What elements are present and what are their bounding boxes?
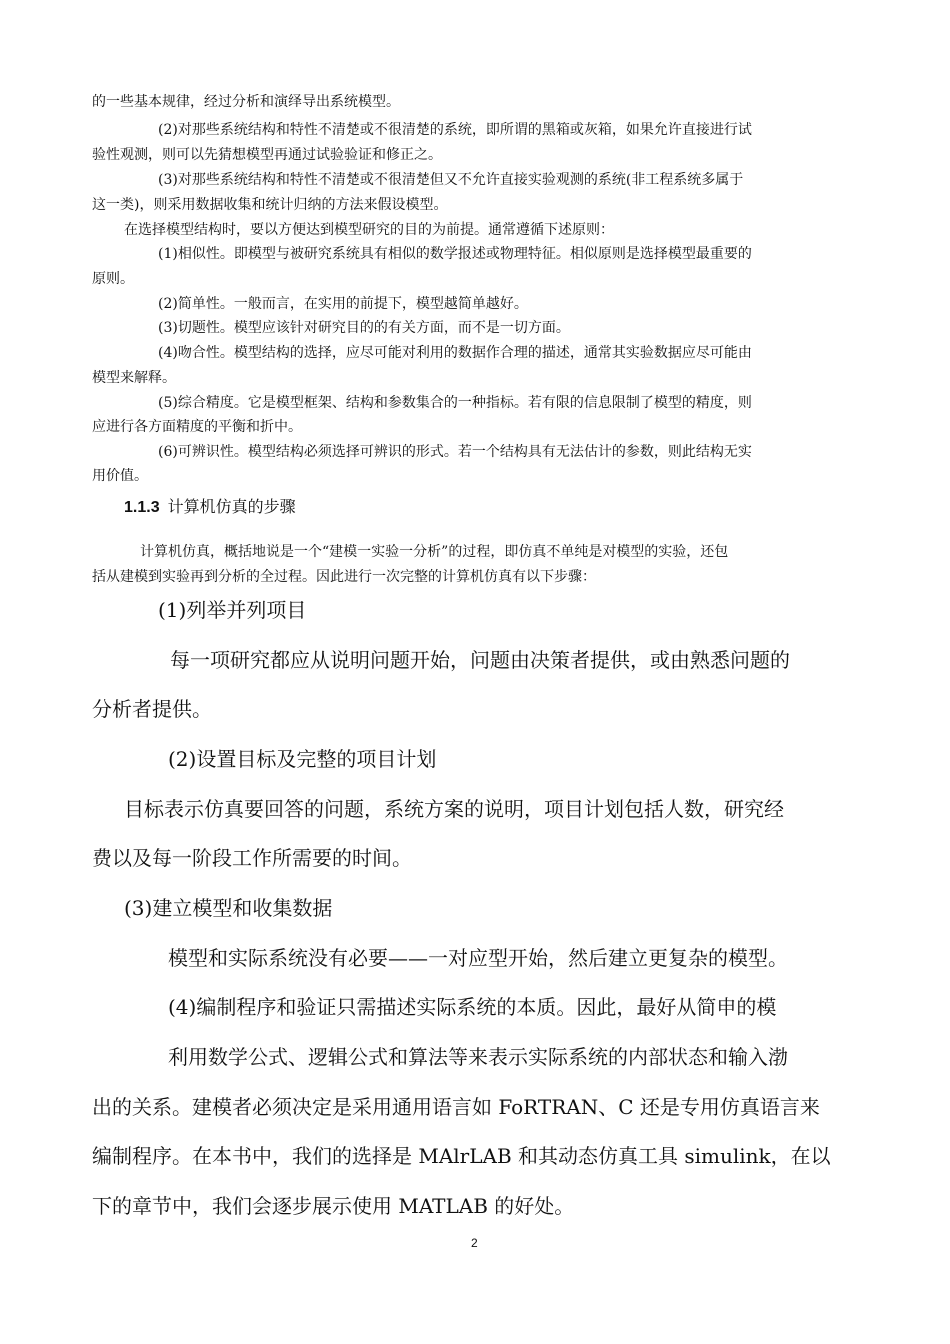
step-body-line: 分析者提供。	[92, 697, 212, 721]
section-number: 1.1.3	[124, 499, 160, 516]
step-body-line: 利用数学公式、逻辑公式和算法等来表示实际系统的内部状态和输入渤	[168, 1045, 788, 1069]
step-body-line: 下的章节中，我们会逐步展示使用 MATLAB 的好处。	[92, 1194, 575, 1218]
paragraph-line: 计算机仿真，概括地说是一个“建模一实验一分析”的过程，即仿真不单纯是对模型的实验，还包	[140, 544, 729, 560]
step-body-line: 目标表示仿真要回答的问题，系统方案的说明，项目计划包括人数，研究经	[124, 797, 784, 821]
principle-line: (2)简单性。一般而言，在实用的前提下，模型越简单越好。	[158, 296, 528, 312]
step-title: (1)列举并列项目	[158, 598, 307, 622]
paragraph-line: 这一类)，则采用数据收集和统计归纳的方法来假设模型。	[92, 197, 448, 213]
principle-line: (3)切题性。模型应该针对研究目的的有关方面，而不是一切方面。	[158, 320, 570, 336]
step-body-line: 编制程序。在本书中，我们的选择是 MAlrLAB 和其动态仿真工具 simulink，在以	[92, 1144, 831, 1168]
principle-line: 原则。	[92, 271, 134, 287]
step-title: (2)设置目标及完整的项目计划	[168, 747, 437, 771]
principle-line: 模型来解释。	[92, 370, 176, 386]
step-body-line: 每一项研究都应从说明问题开始，问题由决策者提供，或由熟悉问题的	[170, 648, 790, 672]
paragraph-line: 在选择模型结构时，要以方便达到模型研究的目的为前提。通常遵循下述原则：	[124, 222, 614, 238]
step-title: (4)编制程序和验证只需描述实际系统的本质。因此，最好从简申的模	[168, 995, 777, 1019]
principle-line: (6)可辨识性。模型结构必须选择可辨识的形式。若一个结构具有无法估计的参数，则此结构无实	[158, 444, 752, 460]
principle-line: 应进行各方面精度的平衡和折中。	[92, 419, 302, 435]
principle-line: (5)综合精度。它是模型框架、结构和参数集合的一种指标。若有限的信息限制了模型的精度，则	[158, 395, 752, 411]
section-title: 计算机仿真的步骤	[167, 497, 296, 516]
paragraph-line: 验性观测，则可以先猜想模型再通过试验验证和修正之。	[92, 147, 442, 163]
principle-line: (4)吻合性。模型结构的选择，应尽可能对利用的数据作合理的描述，通常其实验数据应尽可能由	[158, 345, 752, 361]
principle-line: (1)相似性。即模型与被研究系统具有相似的数学报述或物理特征。相似原则是选择模型最重要的	[158, 246, 752, 262]
step-title: (3)建立模型和收集数据	[124, 896, 333, 920]
paragraph-line: (2)对那些系统结构和特性不清楚或不很清楚的系统，即所谓的黑箱或灰箱，如果允许直接进行试	[158, 122, 752, 138]
step-body-line: 出的关系。建模者必须决定是采用通用语言如 FoRTRAN、C 还是专用仿真语言来	[92, 1095, 820, 1119]
step-body-line: 费以及每一阶段工作所需要的时间。	[92, 846, 412, 870]
paragraph-line: 的一些基本规律，经过分析和演绎导出系统模型。	[92, 94, 400, 110]
section-heading	[124, 495, 296, 520]
principle-line: 用价值。	[92, 468, 148, 484]
page-number: 2	[471, 1236, 478, 1250]
step-body-line: 模型和实际系统没有必要——一对应型开始，然后建立更复杂的模型。	[168, 946, 788, 970]
paragraph-line: (3)对那些系统结构和特性不清楚或不很清楚但又不允许直接实验观测的系统(非工程系统多属于	[158, 172, 744, 188]
paragraph-line: 括从建模到实验再到分析的全过程。因此进行一次完整的计算机仿真有以下步骤：	[92, 569, 596, 585]
